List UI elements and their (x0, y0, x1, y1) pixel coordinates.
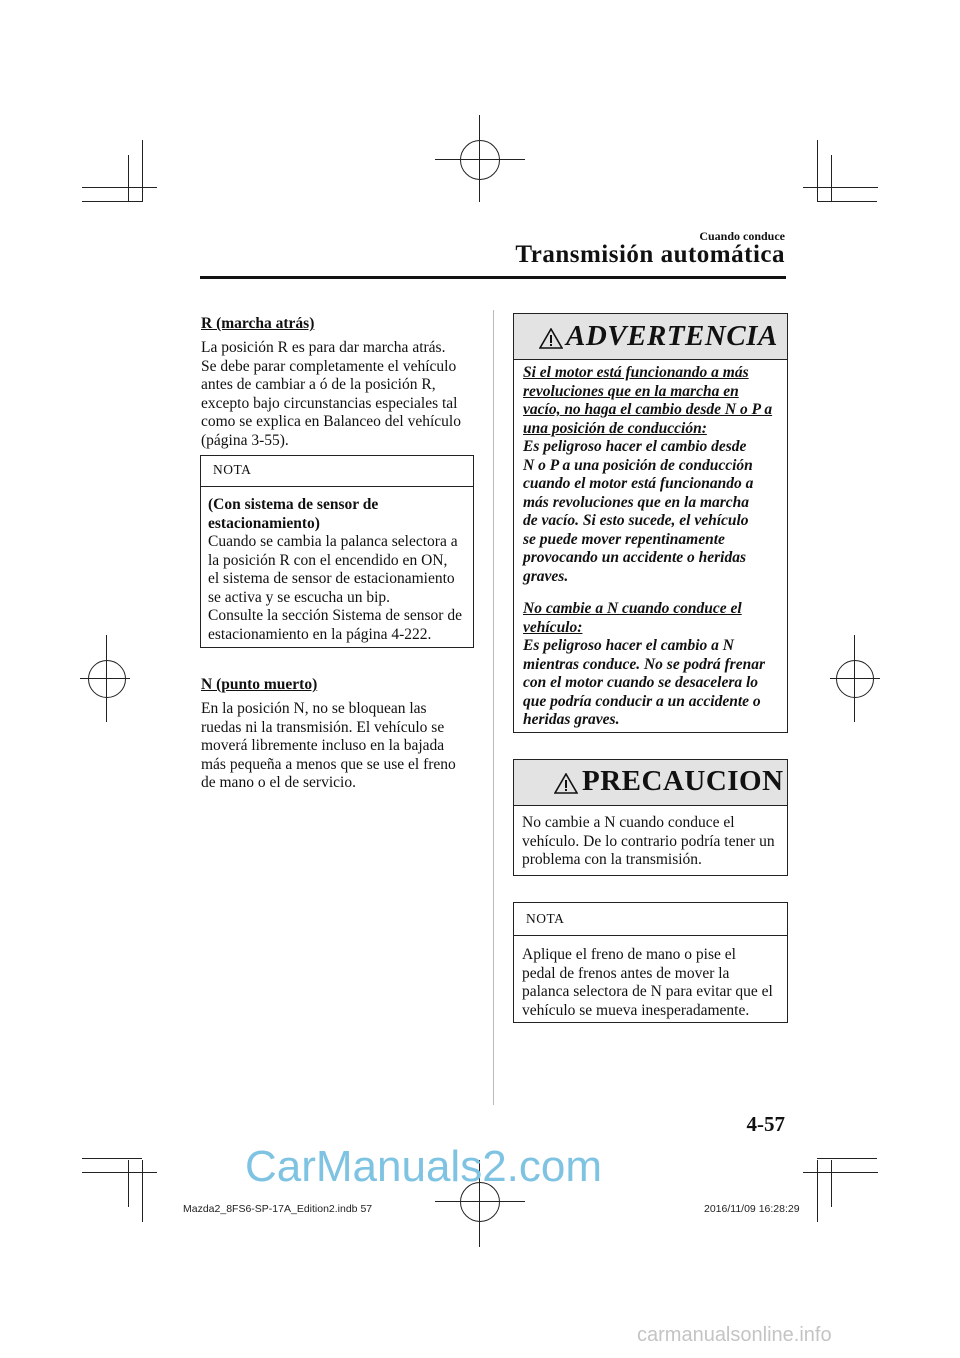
warning-triangle-icon (539, 328, 563, 349)
text-line: heridas graves. (523, 711, 620, 728)
section-label: Cuando conduce (699, 229, 785, 243)
watermark-site[interactable]: carmanualsonline.info (637, 1324, 832, 1346)
text-line: La posición R es para dar marcha atrás. (201, 339, 446, 356)
text-line: vehículo. De lo contrario podría tener un (522, 832, 775, 850)
text-line: excepto bajo circunstancias especiales tal (201, 394, 458, 412)
text-line: provocando un accidente o heridas (523, 549, 747, 566)
text-line: estacionamiento en la página 4-222. (208, 625, 432, 643)
r-heading: R (marcha atrás) (201, 315, 315, 332)
text-line: estacionamiento) (208, 514, 320, 532)
text-line: palanca selectora de N para evitar que el (522, 983, 773, 1000)
note-title: NOTA (213, 462, 252, 477)
text-line: la posición R con el encendido en ON, (208, 551, 448, 569)
note-text (522, 946, 786, 1020)
note-rule (514, 935, 787, 936)
text-line: No cambie a N cuando conduce el (522, 814, 735, 831)
watermark-logo[interactable]: CarManuals2.com (245, 1142, 603, 1191)
text-line: más revoluciones que en la marcha (523, 493, 750, 511)
header-rule (200, 276, 786, 279)
text-line: Se debe parar completamente el vehículo (201, 357, 457, 375)
note-box (200, 455, 474, 648)
text-line: Es peligroso hacer el cambio a N (523, 637, 734, 654)
text-line: cuando el motor está funcionando a (523, 475, 754, 492)
warning-box (513, 313, 788, 733)
n-paragraph (201, 700, 456, 793)
note-box (513, 902, 788, 1023)
text-line: como se explica en Balanceo del vehículo (201, 413, 461, 430)
text-line: ruedas ni la transmisión. El vehículo se (201, 718, 445, 736)
warning-heading-line: No cambie a N cuando conduce el (523, 600, 742, 617)
warning-heading-line: vehículo: (523, 618, 583, 636)
text-line: (Con sistema de sensor de (208, 496, 379, 513)
text-line: graves. (523, 567, 569, 585)
warning-text (523, 364, 785, 730)
text-line: Aplique el freno de mano o pise el (522, 946, 736, 963)
warning-title: ADVERTENCIA (566, 320, 778, 352)
warning-header (514, 314, 787, 360)
text-line: En la posición N, no se bloquean las (201, 700, 427, 717)
text-line: Es peligroso hacer el cambio desde (523, 438, 747, 455)
text-line: problema con la transmisión. (522, 851, 702, 868)
caution-text (522, 814, 786, 870)
page-title: Transmisión automática (515, 241, 785, 268)
footer-timestamp: 2016/11/09 16:28:29 (704, 1203, 800, 1215)
text-line: Cuando se cambia la palanca selectora a (208, 533, 458, 550)
footer-filename: Mazda2_8FS6-SP-17A_Edition2.indb 57 (183, 1203, 373, 1215)
text-line: se activa y se escucha un bip. (208, 588, 391, 606)
text-line: moverá libremente incluso en la bajada (201, 737, 445, 754)
warning-heading-line: una posición de conducción: (523, 419, 707, 437)
note-rule (201, 486, 473, 487)
warning-heading-line: revoluciones que en la marcha en (523, 382, 739, 400)
text-line: de vacío. Si esto sucede, el vehículo (523, 512, 749, 529)
caution-box (513, 759, 788, 876)
note-text (208, 496, 474, 644)
text-line: de mano o el de servicio. (201, 774, 356, 791)
text-line: Consulte la sección Sistema de sensor de (208, 607, 462, 624)
warning-heading-line: vacío, no haga el cambio desde N o P a (523, 401, 773, 418)
text-line: más pequeña a menos que se use el freno (201, 755, 456, 773)
text-line: con el motor cuando se desacelera lo (523, 674, 759, 691)
text-line: pedal de frenos antes de mover la (522, 964, 730, 982)
text-line: antes de cambiar a ó de la posición R, (201, 376, 436, 393)
column-divider (493, 310, 494, 1105)
warning-heading-line: Si el motor está funcionando a más (523, 364, 749, 381)
text-line: N o P a una posición de conducción (523, 456, 753, 474)
r-paragraph (201, 339, 461, 450)
caution-triangle-icon (554, 773, 578, 794)
text-line: vehículo se mueva inesperadamente. (522, 1001, 750, 1019)
note-title: NOTA (526, 911, 565, 926)
text-line: mientras conduce. No se podrá frenar (523, 655, 765, 673)
caution-header (514, 760, 787, 806)
page-number: 4-57 (746, 1112, 785, 1136)
text-line: que podría conducir a un accidente o (523, 692, 761, 710)
text-line: el sistema de sensor de estacionamiento (208, 570, 455, 587)
text-line: se puede mover repentinamente (523, 530, 725, 548)
caution-title: PRECAUCION (582, 765, 784, 797)
n-heading: N (punto muerto) (201, 676, 318, 693)
text-line: (página 3-55). (201, 431, 289, 449)
